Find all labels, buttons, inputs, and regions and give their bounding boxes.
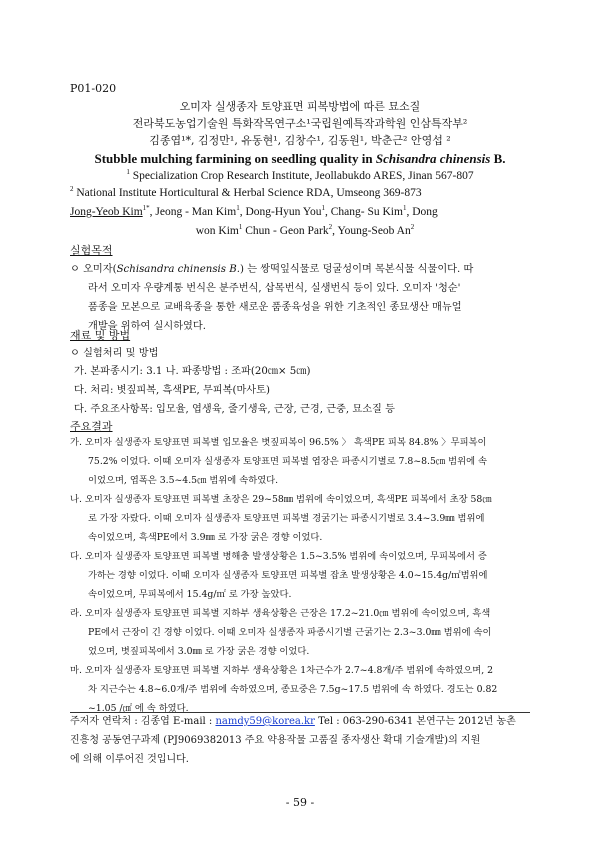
result-da-line-3: 속이었으며, 무피복에서 15.4g/㎡ 로 가장 높았다. [88, 589, 292, 600]
affiliation-english-2: $^2$ National Institute Horticultural & Herbal Science RDA, Umseong 369-873 [70, 185, 422, 199]
footnote-line-1: 주저자 연락처 : 김종엽 E-mail : namdy59@korea.kr Tel : 063-290-6341 본연구는 2012년 농촌 [70, 716, 516, 727]
objective-line-4: 개발을 위하여 실시하였다. [88, 321, 206, 332]
footnote-line-3: 에 의해 이루어진 것입니다. [70, 754, 189, 765]
authors-english [70, 203, 540, 241]
page-number: - 59 - [285, 796, 315, 809]
result-na-line-1: 나. 오미자 실생종자 토양표면 피복별 초장은 29~58㎜ 범위에 속이었으며, 흑색PE 피복에서 초장 58㎝ [70, 494, 492, 505]
result-da-line-2: 가하는 경향 이었다. 이때 오미자 실생종자 토양표면 피복별 잡초 발생상황은 4.0~15.4g/㎡범위에 [88, 570, 488, 581]
objective-line-2: 라서 오미자 우량계통 번식은 분주번식, 삽목번식, 실생번식 등이 있다. 오미자 '청순' [88, 283, 461, 294]
authors-english-line-1: Jong-Yeob Kim$^{1*}$, Jeong - Man Kim$^1$, Dong-Hyun You$^1$, Chang- Su Kim$^1$, Dong [70, 204, 438, 218]
email-link[interactable]: namdy59@korea.kr [215, 716, 315, 727]
objective-line-3: 품종을 모본으로 교배육종을 통한 새로운 품종육성을 위한 기초적인 종묘생산 매뉴얼 [88, 302, 462, 313]
methods-subheading: ㅇ 실험처리 및 방법 [70, 348, 159, 359]
footnote [70, 712, 535, 769]
footnote-line-2: 진흥청 공동연구과제 (PJ9069382013 주요 약용작물 고품질 종자생산 확대 기술개발)의 지원 [70, 735, 481, 746]
objective-line-1: ㅇ 오미자(Schisandra chinensis B.) 는 쌍떡잎식물로 덩굴성이며 목본식물 식물이다. 따 [70, 264, 474, 275]
result-ga-line-1: 가. 오미자 실생종자 토양표면 피복별 입모율은 볏짚피복이 96.5% 〉 흑색PE 피복 84.8% 〉무피복이 [70, 437, 487, 448]
title-english: Stubble mulching farmining on seedling quality in Schisandra chinensis B. [94, 151, 506, 166]
authors-korean: 김종엽¹*, 김정만¹, 유동현¹, 김창수¹, 김동원¹, 박춘근² 안영섭 ² [149, 134, 451, 147]
result-ma-line-3: ~1.05 /㎠ 에 속 하였다. [88, 703, 189, 714]
affiliation-korean: 전라북도농업기술원 특화작목연구소¹국립원예특작과학원 인삼특작부² [132, 117, 468, 130]
result-na-line-2: 로 가장 자랐다. 이때 오미자 실생종자 토양표면 피복별 경굵기는 파종시기별로 3.4~3.9㎜ 범위에 [88, 513, 485, 524]
result-ma-line-2: 차 지근수는 4.8~6.0개/주 범위에 속하였으며, 종묘중은 7.5g~17.5 범위에 속 하였다. 경도는 0.82 [88, 684, 498, 695]
result-ma-line-1: 마. 오미자 실생종자 토양표면 피복별 지하부 생육상황은 1차근수가 2.7~4.8개/주 범위에 속하였으며, 2 [70, 665, 494, 676]
result-ra-line-1: 라. 오미자 실생종자 토양표면 피복별 지하부 생육상황은 근장은 17.2~21.0㎝ 범위에 속이었으며, 흑색 [70, 608, 491, 619]
result-ra-line-3: 었으며, 볏짚피복에서 3.0㎜ 로 가장 굵은 경향 이었다. [88, 646, 310, 657]
methods-item-2: 다. 처리: 볏짚피복, 흑색PE, 무피복(마사토) [74, 385, 270, 396]
result-ra-line-2: PE에서 근장이 긴 경향 이었다. 이때 오미자 실생종자 파종시기별 근굵기는 2.3~3.0㎜ 범위에 속이 [88, 627, 492, 638]
methods-item-3: 다. 주요조사항목: 입모율, 엽생육, 줄기생육, 근장, 근경, 근중, 묘소질 등 [74, 404, 395, 415]
abstract-code: P01-020 [70, 82, 117, 95]
methods-item-1: 가. 본파종시기: 3.1 나. 파종방법 : 조파(20㎝× 5㎝) [74, 366, 311, 377]
result-ga-line-2: 75.2% 이었다. 이때 오미자 실생종자 토양표면 피복별 엽장은 파종시기별로 7.8~8.5㎝ 범위에 속 [88, 456, 488, 467]
result-da-line-1: 다. 오미자 실생종자 토양표면 피복별 병해충 발생상황은 1.5~3.5% 범위에 속이었으며, 무피복에서 증 [70, 551, 487, 562]
section-heading-methods: 재료 및 방법 [70, 329, 131, 342]
result-ga-line-3: 이었으며, 엽폭은 3.5~4.5㎝ 범위에 속하였다. [88, 475, 279, 486]
affiliation-english-1: $^1$ Specialization Crop Research Institute, Jeollabukdo ARES, Jinan 567-807 [126, 168, 474, 182]
section-heading-results: 주요결과 [70, 420, 113, 433]
title-korean: 오미자 실생종자 토양표면 피복방법에 따른 묘소질 [179, 100, 421, 113]
species-name: Schisandra chinensis [375, 151, 491, 166]
authors-english-line-2: won Kim$^1$ Chun - Geon Park$^2$, Young-Seob An$^2$ [195, 223, 415, 237]
section-heading-objective: 실험목적 [70, 244, 113, 257]
result-na-line-3: 속이었으며, 흑색PE에서 3.9㎜ 로 가장 굵은 경향 이었다. [88, 532, 323, 543]
